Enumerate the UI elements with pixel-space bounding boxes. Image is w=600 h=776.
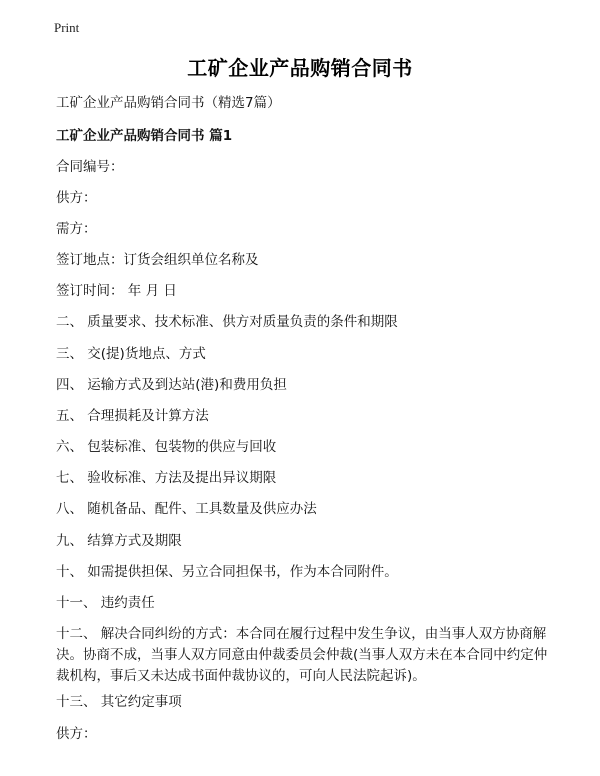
document-title: 工矿企业产品购销合同书 [187, 56, 413, 80]
section-heading: 工矿企业产品购销合同书 篇1 [56, 128, 233, 144]
supplier-line: 供方： [56, 190, 97, 206]
print-link[interactable]: Print [54, 20, 80, 35]
clause-8: 八、 随机备品、配件、工具数量及供应办法 [56, 501, 317, 517]
clause-9: 九、 结算方式及期限 [56, 533, 182, 549]
supplier-signature-line: 供方： [56, 726, 97, 742]
contract-number-line: 合同编号： [56, 159, 124, 175]
clause-13: 十三、 其它约定事项 [56, 694, 182, 710]
clause-2: 二、 质量要求、技术标准、供方对质量负责的条件和期限 [56, 314, 398, 330]
signing-time-line: 签订时间： 年 月 日 [56, 283, 177, 299]
document-subtitle: 工矿企业产品购销合同书（精选7篇） [56, 95, 281, 111]
clause-6: 六、 包装标准、包装物的供应与回收 [56, 439, 277, 455]
clause-12: 十二、 解决合同纠纷的方式：本合同在履行过程中发生争议，由当事人双方协商解决。协商不成，当事人双方同意由仲裁委员会仲裁(当事人双方未在本合同中约定仲裁机构，事后又未达成书面仲裁协议的，可向人民法院起诉)。 [56, 626, 548, 684]
clause-10: 十、 如需提供担保、另立合同担保书，作为本合同附件。 [56, 564, 398, 580]
buyer-line: 需方： [56, 221, 97, 237]
signing-place-line: 签订地点：订货会组织单位名称及 [56, 252, 259, 268]
clause-4: 四、 运输方式及到达站(港)和费用负担 [56, 377, 287, 393]
clause-5: 五、 合理损耗及计算方法 [56, 408, 209, 424]
clause-11: 十一、 违约责任 [56, 595, 155, 611]
clause-7: 七、 验收标准、方法及提出异议期限 [56, 470, 277, 486]
clause-3: 三、 交(提)货地点、方式 [56, 346, 206, 362]
